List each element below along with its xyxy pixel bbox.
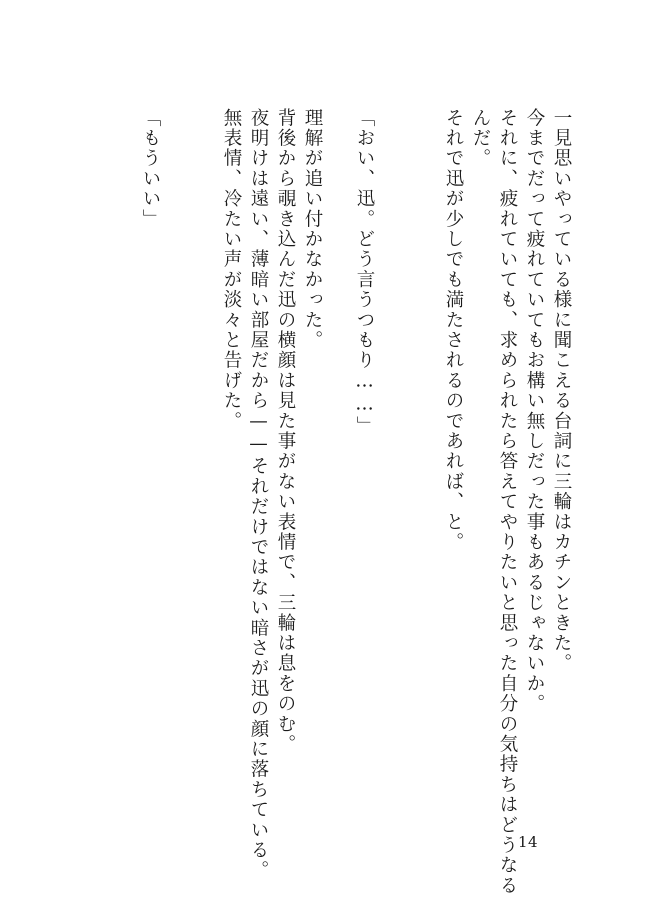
text-line-8: 夜明けは遠い、薄暗い部屋だから——それだけではない暗さが迅の顔に落ちている。 (248, 108, 269, 881)
text-line-5: それで迅が少しでも満たされるのであれば、と。 (443, 108, 464, 553)
text-line-4: んだ。 (470, 108, 491, 169)
dialogue-line-2: 「もういい」 (140, 108, 161, 230)
text-line-9: 無表情、冷たい声が淡々と告げた。 (221, 108, 242, 432)
text-line-1: 一見思いやっている様に聞こえる台詞に三輪はカチンときた。 (551, 108, 572, 674)
text-line-6: 理解が追い付かなかった。 (302, 108, 323, 351)
text-line-3: それに、疲れていても、求められたら答えてやりたいと思った自分の気持ちはどうなる (497, 108, 518, 896)
text-line-7: 背後から覗き込んだ迅の横顔は見た事がない表情で、三輪は息をのむ。 (275, 108, 296, 755)
dialogue-line-1: 「おい、迅。どう言うつもり……」 (354, 108, 375, 437)
page-number: 14 (518, 833, 539, 851)
text-line-2: 今までだって疲れていてもお構い無しだった事もあるじゃないか。 (524, 108, 545, 714)
